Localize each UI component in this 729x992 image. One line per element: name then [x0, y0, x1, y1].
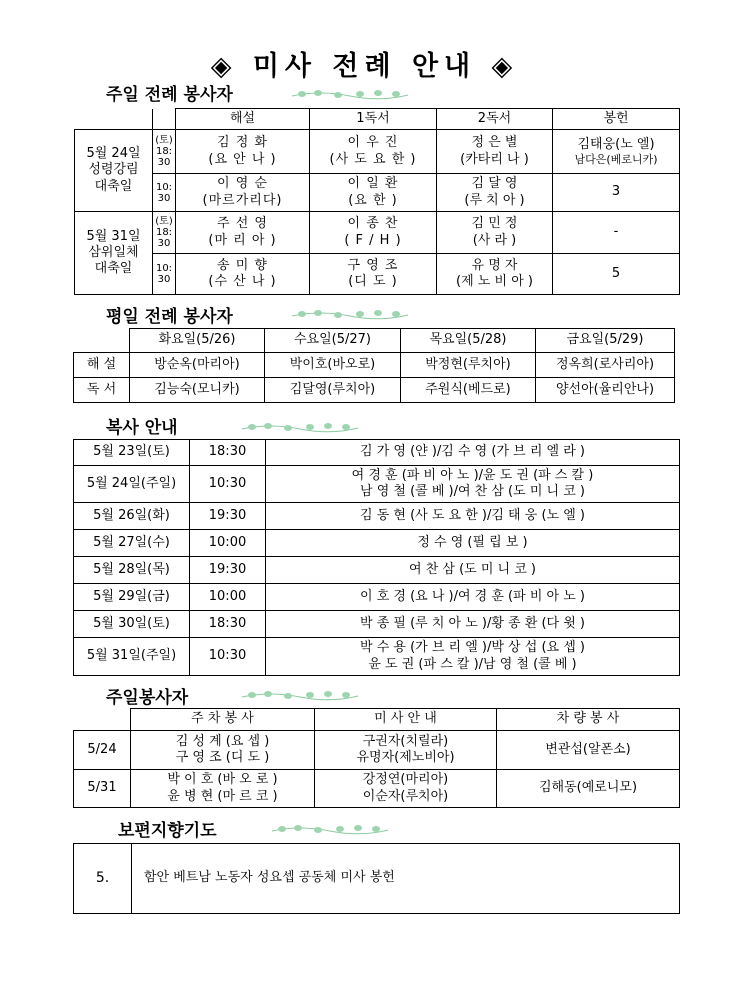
page-title: ◈ 미사 전례 안내 ◈: [210, 51, 519, 82]
weekday-cell: 주원식(베드로): [401, 378, 536, 403]
service-time: 10:30: [190, 466, 266, 503]
header-blank: [75, 109, 153, 130]
header-blank: [74, 709, 131, 731]
header-vehicle: 차 량 봉 사: [497, 709, 680, 731]
reader2-cell: 유 명 자 (제 노 비 아 ): [437, 254, 553, 295]
volunteer-date: 5/31: [74, 770, 131, 808]
header-wednesday: 수요일(5/27): [265, 329, 401, 353]
section-heading-weekday-liturgy: 평일 전례 봉사자: [106, 307, 233, 327]
mass-time: (토) 18: 30: [153, 212, 176, 254]
service-date: 5월 31일(주일): [74, 638, 190, 676]
leaf-vine-icon: [240, 687, 360, 701]
header-offering: 봉헌: [553, 109, 680, 130]
header-blank-time: [153, 109, 176, 130]
parking-volunteers: 박 이 호 (바 오 로 ) 윤 병 현 (마 르 코 ): [131, 770, 315, 808]
service-names: 김 동 현 (사 도 요 한 )/김 태 웅 (노 엘 ): [266, 503, 680, 530]
sunday-date-cell: 5월 31일 삼위일체 대축일: [75, 212, 153, 295]
section-heading-universal-prayer: 보편지향기도: [118, 821, 217, 841]
service-date: 5월 27일(수): [74, 530, 190, 557]
offering-cell: 5: [553, 254, 680, 295]
vehicle-volunteer: 변관섭(알폰소): [497, 731, 680, 770]
header-friday: 금요일(5/29): [536, 329, 675, 353]
service-date: 5월 26일(화): [74, 503, 190, 530]
service-date: 5월 28일(목): [74, 557, 190, 584]
mass-time: (토) 18: 30: [153, 130, 176, 174]
commentator-cell: 송 미 향 (수 산 나 ): [176, 254, 310, 295]
commentator-cell: 이 영 순 (마르가리다): [176, 174, 310, 212]
leaf-vine-icon: [270, 821, 390, 835]
service-time: 10:00: [190, 530, 266, 557]
service-names: 정 수 영 (필 립 보 ): [266, 530, 680, 557]
reader1-cell: 이 우 진 (사 도 요 한 ): [310, 130, 437, 174]
mass-time: 10: 30: [153, 254, 176, 295]
commentator-cell: 주 선 영 (마 리 아 ): [176, 212, 310, 254]
altar-service-table: [73, 439, 680, 676]
mass-guide-volunteers: 구권자(치릴라) 유명자(제노비아): [315, 731, 497, 770]
service-time: 10:30: [190, 638, 266, 676]
prayer-intention: 함안 베트남 노동자 성요셉 공동체 미사 봉헌: [132, 844, 680, 914]
service-names: 김 가 영 (얀 )/김 수 영 (가 브 리 엘 라 ): [266, 440, 680, 466]
header-parking: 주 차 봉 사: [131, 709, 315, 731]
service-date: 5월 29일(금): [74, 584, 190, 611]
service-time: 19:30: [190, 503, 266, 530]
prayer-number: 5.: [74, 844, 132, 914]
sunday-date-cell: 5월 24일 성령강림 대축일: [75, 130, 153, 212]
commentator-cell: 김 정 화 (요 안 나 ): [176, 130, 310, 174]
service-names: 박 종 필 (루 치 아 노 )/황 종 환 (다 윗 ): [266, 611, 680, 638]
service-names: 이 호 경 (요 나 )/여 경 훈 (파 비 아 노 ): [266, 584, 680, 611]
service-time: 10:00: [190, 584, 266, 611]
offering-cell: 3: [553, 174, 680, 212]
weekday-cell: 정옥희(로사리아): [536, 353, 675, 378]
volunteer-date: 5/24: [74, 731, 131, 770]
weekday-cell: 김달영(루치아): [265, 378, 401, 403]
offering-cell: -: [553, 212, 680, 254]
service-time: 18:30: [190, 440, 266, 466]
service-names: 여 찬 삼 (도 미 니 코 ): [266, 557, 680, 584]
mass-time: 10: 30: [153, 174, 176, 212]
service-date: 5월 23일(토): [74, 440, 190, 466]
sunday-volunteers-table: [73, 708, 680, 808]
header-thursday: 목요일(5/28): [401, 329, 536, 353]
weekday-cell: 양선아(율리안나): [536, 378, 675, 403]
reader1-cell: 이 일 환 (요 한 ): [310, 174, 437, 212]
service-names: 박 수 용 (가 브 리 엘 )/박 상 섭 (요 셉 ) 윤 도 권 (파 스 칼 )/남 영 철 (콜 베 ): [266, 638, 680, 676]
universal-prayer-table: [73, 843, 680, 914]
reader1-cell: 이 종 찬 ( F / H ): [310, 212, 437, 254]
header-tuesday: 화요일(5/26): [130, 329, 265, 353]
header-reading2: 2독서: [437, 109, 553, 130]
reader2-cell: 김 달 영 (루 치 아 ): [437, 174, 553, 212]
service-time: 18:30: [190, 611, 266, 638]
row-label-reading: 독 서: [74, 378, 130, 403]
header-commentary: 해설: [176, 109, 310, 130]
service-names: 여 경 훈 (파 비 아 노 )/윤 도 권 (파 스 칼 ) 남 영 철 (콜 베 )/여 찬 삼 (도 미 니 코 ): [266, 466, 680, 503]
reader2-cell: 김 민 정 (사 라 ): [437, 212, 553, 254]
leaf-vine-icon: [240, 419, 360, 433]
weekday-cell: 박정현(루치아): [401, 353, 536, 378]
section-heading-altar-service: 복사 안내: [106, 418, 178, 438]
weekday-cell: 방순옥(마리아): [130, 353, 265, 378]
sunday-liturgy-table: [74, 108, 680, 295]
service-date: 5월 30일(토): [74, 611, 190, 638]
section-heading-sunday-liturgy: 주일 전례 봉사자: [106, 85, 233, 105]
leaf-vine-icon: [290, 86, 410, 100]
weekday-liturgy-table: [73, 328, 675, 403]
header-blank: [74, 329, 130, 353]
weekday-cell: 박이호(바오로): [265, 353, 401, 378]
offering-cell: 김태웅(노 엘) 남다은(베로니카): [553, 130, 680, 174]
header-reading1: 1독서: [310, 109, 437, 130]
parking-volunteers: 김 성 계 (요 셉 ) 구 영 조 (디 도 ): [131, 731, 315, 770]
mass-guide-volunteers: 강정연(마리아) 이순자(루치아): [315, 770, 497, 808]
service-time: 19:30: [190, 557, 266, 584]
section-heading-sunday-volunteers: 주일봉사자: [106, 688, 189, 708]
vehicle-volunteer: 김해동(예로니모): [497, 770, 680, 808]
reader2-cell: 정 은 별 (카타리 나 ): [437, 130, 553, 174]
reader1-cell: 구 영 조 (디 도 ): [310, 254, 437, 295]
row-label-commentary: 해 설: [74, 353, 130, 378]
service-date: 5월 24일(주일): [74, 466, 190, 503]
weekday-cell: 김능숙(모니카): [130, 378, 265, 403]
header-mass-guide: 미 사 안 내: [315, 709, 497, 731]
leaf-vine-icon: [290, 306, 410, 320]
